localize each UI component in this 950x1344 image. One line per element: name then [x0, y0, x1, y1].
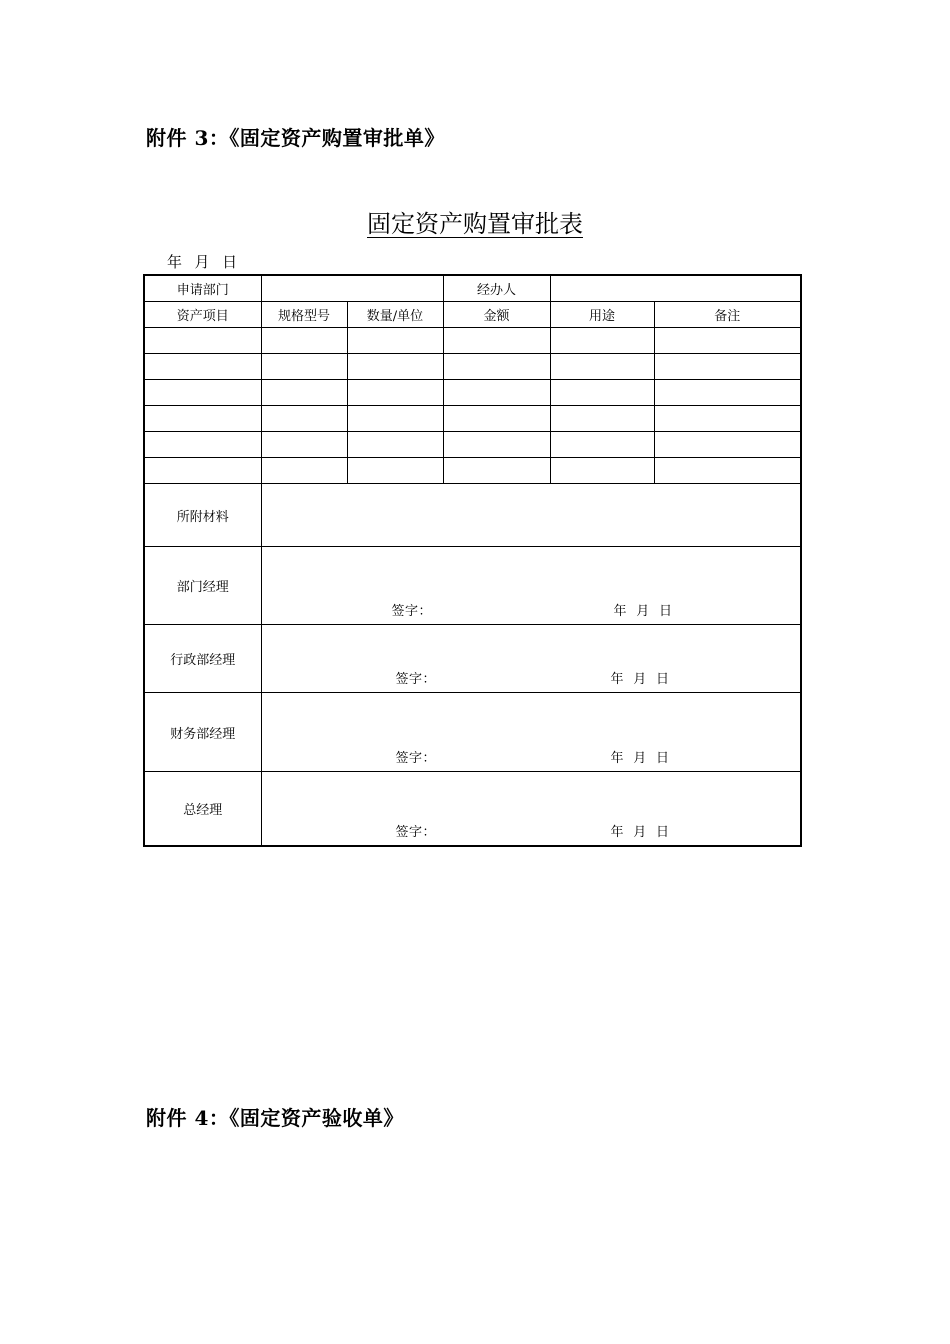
general-manager-approval-field[interactable]: [261, 772, 801, 847]
table-cell[interactable]: [144, 328, 261, 354]
handler-label: 经办人: [443, 275, 550, 302]
date-label: 年 月 日: [613, 604, 673, 619]
date-label: 年 月 日: [610, 672, 670, 687]
table-cell[interactable]: [347, 380, 443, 406]
table-cell[interactable]: [550, 458, 654, 484]
table-cell[interactable]: [654, 458, 801, 484]
table-cell[interactable]: [443, 406, 550, 432]
attachment-4-heading: 附件 4：《固定资产验收单》: [146, 1106, 404, 1130]
table-cell[interactable]: [550, 380, 654, 406]
date-label: 年 月 日: [610, 751, 670, 766]
applying-dept-field[interactable]: [261, 275, 443, 302]
table-cell[interactable]: [654, 354, 801, 380]
table-cell[interactable]: [144, 406, 261, 432]
applying-dept-label: 申请部门: [144, 275, 261, 302]
signature-label: 签字：: [395, 672, 437, 687]
table-cell[interactable]: [261, 406, 347, 432]
attachments-label: 所附材料: [144, 484, 261, 547]
table-cell[interactable]: [261, 328, 347, 354]
table-row: [144, 354, 801, 380]
column-header: 备注: [654, 302, 801, 328]
table-cell[interactable]: [144, 458, 261, 484]
table-cell[interactable]: [261, 380, 347, 406]
signature-label: 签字：: [395, 825, 437, 840]
table-cell[interactable]: [144, 354, 261, 380]
column-header: 规格型号: [261, 302, 347, 328]
table-cell[interactable]: [261, 354, 347, 380]
table-cell[interactable]: [654, 380, 801, 406]
table-cell[interactable]: [144, 380, 261, 406]
table-cell[interactable]: [347, 432, 443, 458]
column-header: 金额: [443, 302, 550, 328]
table-cell[interactable]: [654, 406, 801, 432]
table-cell[interactable]: [261, 432, 347, 458]
table-cell[interactable]: [443, 328, 550, 354]
table-cell[interactable]: [443, 380, 550, 406]
table-cell[interactable]: [443, 432, 550, 458]
dept-manager-label: 部门经理: [144, 547, 261, 625]
table-cell[interactable]: [347, 328, 443, 354]
table-cell[interactable]: [443, 354, 550, 380]
table-cell[interactable]: [550, 354, 654, 380]
handler-field[interactable]: [550, 275, 801, 302]
table-cell[interactable]: [347, 406, 443, 432]
table-cell[interactable]: [347, 458, 443, 484]
form-date-line: 年 月 日: [167, 253, 239, 271]
finance-manager-label: 财务部经理: [144, 693, 261, 772]
general-manager-label: 总经理: [144, 772, 261, 847]
dept-manager-approval-field[interactable]: [261, 547, 801, 625]
table-cell[interactable]: [347, 354, 443, 380]
admin-manager-label: 行政部经理: [144, 625, 261, 693]
signature-label: 签字：: [395, 751, 437, 766]
column-header: 用途: [550, 302, 654, 328]
table-row: [144, 458, 801, 484]
table-row: [144, 328, 801, 354]
form-title: 固定资产购置审批表: [367, 210, 583, 238]
table-row: [144, 432, 801, 458]
table-cell[interactable]: [550, 328, 654, 354]
attachments-field[interactable]: [261, 484, 801, 547]
table-cell[interactable]: [550, 432, 654, 458]
signature-label: 签字：: [391, 604, 433, 619]
table-row: [144, 380, 801, 406]
column-header: 资产项目: [144, 302, 261, 328]
approval-form-table: [143, 274, 802, 847]
table-cell[interactable]: [261, 458, 347, 484]
attachment-3-heading: 附件 3：《固定资产购置审批单》: [146, 126, 445, 150]
admin-manager-approval-field[interactable]: [261, 625, 801, 693]
table-cell[interactable]: [550, 406, 654, 432]
column-header: 数量/单位: [347, 302, 443, 328]
table-cell[interactable]: [654, 432, 801, 458]
finance-manager-approval-field[interactable]: [261, 693, 801, 772]
table-cell[interactable]: [144, 432, 261, 458]
table-cell[interactable]: [654, 328, 801, 354]
table-row: [144, 406, 801, 432]
date-label: 年 月 日: [610, 825, 670, 840]
table-cell[interactable]: [443, 458, 550, 484]
